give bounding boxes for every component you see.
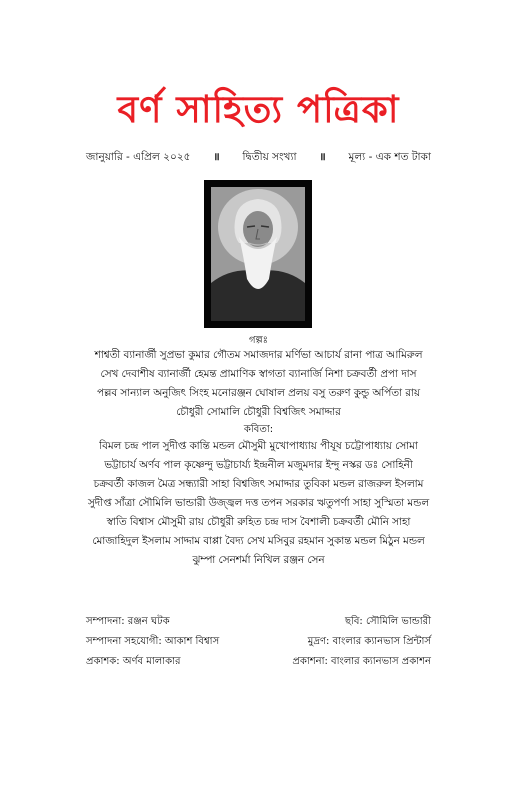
credits-block — [86, 612, 431, 672]
list-item: সেখ দেবাশীষ ব্যানার্জী হেমন্ত প্রামাণিক স্বাগতা ব্যানার্জি নিশা চক্রবর্তী প্রপা দাস — [100, 368, 417, 380]
issue-info-row — [86, 150, 431, 164]
list-item: শাশ্বতী ব্যানার্জী সুপ্রভা কুমার গৌতম সমাজদার মর্ণিভা আচার্য রানা পাত্র আমিরুল — [94, 349, 423, 361]
portrait-illustration — [211, 187, 305, 321]
list-item: চৌধুরী সোমালি চৌধুরী বিশ্বজিৎ সমাদ্দার — [176, 406, 341, 418]
publisher-credit: প্রকাশক: অর্ণব মালাকার — [86, 656, 181, 667]
portrait-frame — [204, 180, 312, 328]
stories-author-list — [58, 346, 459, 422]
assistant-editor-credit: সম্পাদনা সহযোগী: আকাশ বিশ্বাস — [86, 636, 220, 647]
editor-credit: সম্পাদনা: রঞ্জন ঘটক — [86, 616, 170, 627]
credit-row — [86, 652, 431, 672]
list-item: চক্রবর্তী কাজল মৈত্র সন্ধ্যারী সাহা বিশ্বজিৎ সমাদ্দার তুবিকা মন্ডল রাজরুল ইসলাম — [93, 478, 424, 490]
issue-number: দ্বিতীয় সংখ্যা — [242, 151, 297, 163]
issue-date: জানুয়ারি - এপ্রিল ২০২৫ — [86, 151, 191, 163]
portrait-photo — [211, 187, 305, 321]
printer-credit: মুদ্রণ: বাংলার ক্যানভাস প্রিন্টার্স — [307, 636, 431, 647]
list-item: বিমল চন্দ্র পাল সুদীপ্ত কান্তি মন্ডল মৌসুমী মুখোপাধ্যায় পীযূষ চট্টোপাধ্যায় সোমা — [99, 440, 418, 452]
photo-credit: ছবি: সৌমিলি ভান্ডারী — [344, 616, 431, 627]
list-item: মোজাহিদুল ইসলাম সাদ্দাম বাপ্পা বৈদ্য সেখ মসিবুর রহমান সুকান্ত মন্ডল মিঠুন মন্ডল — [92, 535, 425, 547]
stories-heading: গল্পঃ — [248, 335, 269, 346]
credit-row — [86, 612, 431, 632]
poems-author-list — [58, 437, 459, 570]
issue-price: মূল্য - এক শত টাকা — [348, 151, 431, 163]
separator: ॥ — [213, 151, 220, 163]
list-item: স্বাতি বিশ্বাস মৌসুমী রায় চৌধুরী রুহিত চন্দ্র দাস বৈশালী চক্রবর্তী মৌনি সাহা — [106, 516, 411, 528]
magazine-title: বর্ণ সাহিত্য পত্রিকা — [117, 88, 400, 131]
list-item: পল্লব সান্যাল অনুজিৎ সিংহ মনোরঞ্জন ঘোষাল প্রলয় বসু তরুণ কুন্ডু অর্পিতা রায় — [97, 387, 420, 399]
credit-row — [86, 632, 431, 652]
separator: ॥ — [319, 151, 326, 163]
list-item: ভট্টাচার্য অর্ণব পাল কৃষ্ণেন্দু ভট্টাচার্য্য ইন্দ্রনীল মজুমদার ইন্দু নস্কর ডঃ সোহিনী — [104, 459, 413, 471]
list-item: ঝুম্পা সেনশর্মা নিখিল রঞ্জন সেন — [192, 554, 325, 566]
poems-heading: কবিতা: — [243, 424, 274, 435]
list-item: সুদীপ্ত সাঁত্রা সৌমিলি ভান্ডারী উজ্জ্বল দত্ত তপন সরকার ঋতুপর্ণা সাহা সুস্মিতা মন্ডল — [87, 497, 430, 509]
publication-credit: প্রকাশনা: বাংলার ক্যানভাস প্রকাশন — [292, 656, 431, 667]
